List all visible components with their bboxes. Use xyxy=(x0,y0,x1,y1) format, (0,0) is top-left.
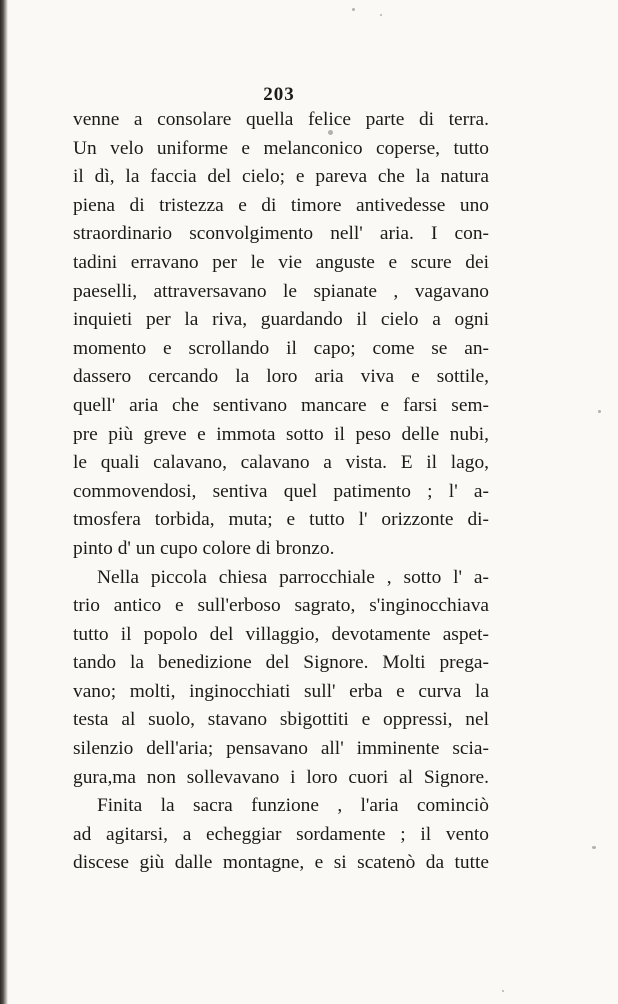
page-binding-edge xyxy=(0,0,8,1004)
paper-speck xyxy=(352,8,355,11)
text-line: dassero cercando la loro aria viva e sottile, xyxy=(73,366,489,388)
paragraph-start-line: Finita la sacra funzione , l'aria cominciò xyxy=(97,795,489,817)
text-line: vano; molti, inginocchiati sull' erba e curva la xyxy=(73,680,489,702)
paper-speck xyxy=(502,990,504,992)
text-line: piena di tristezza e di timore antivedesse uno xyxy=(73,194,489,216)
text-line: silenzio dell'aria; pensavano all' imminente scia- xyxy=(73,738,489,760)
text-line: le quali calavano, calavano a vista. E il lago, xyxy=(73,452,489,474)
text-line: discese giù dalle montagne, e si scatenò da tutte xyxy=(73,852,489,874)
text-line: paeselli, attraversavano le spianate , vagavano xyxy=(73,280,489,302)
text-line: pinto d' un cupo colore di bronzo. xyxy=(73,537,335,559)
text-line: tando la benedizione del Signore. Molti prega- xyxy=(73,652,489,674)
text-line: inquieti per la riva, guardando il cielo a ogni xyxy=(73,309,489,331)
text-line: testa al suolo, stavano sbigottiti e oppressi, nel xyxy=(73,709,489,731)
text-line: gura,ma non sollevavano i loro cuori al Signore. xyxy=(73,766,489,788)
paper-speck xyxy=(598,410,601,413)
text-line: venne a consolare quella felice parte di terra. xyxy=(73,109,489,130)
text-line: Un velo uniforme e melanconico coperse, tutto xyxy=(73,137,489,159)
text-line: commovendosi, sentiva quel patimento ; l' a- xyxy=(73,480,489,502)
text-line: quell' aria che sentivano mancare e farsi sem- xyxy=(73,394,489,416)
text-line: straordinario sconvolgimento nell' aria. I con- xyxy=(73,223,489,245)
text-line: pre più greve e immota sotto il peso delle nubi, xyxy=(73,423,489,445)
paper-speck xyxy=(592,846,596,849)
paper-speck xyxy=(328,130,333,135)
text-line: trio antico e sull'erboso sagrato, s'inginocchiava xyxy=(73,595,489,617)
text-line: momento e scrollando il capo; come se an- xyxy=(73,337,489,359)
text-line: il dì, la faccia del cielo; e pareva che la natura xyxy=(73,166,489,188)
body-text xyxy=(73,106,489,878)
text-line: tutto il popolo del villaggio, devotamente aspet- xyxy=(73,623,489,645)
page-number: 203 xyxy=(263,84,295,105)
text-line: tadini erravano per le vie anguste e scure dei xyxy=(73,251,489,273)
paper-speck xyxy=(380,14,382,16)
text-line: tmosfera torbida, muta; e tutto l' orizzonte di- xyxy=(73,509,489,531)
paragraph-start-line: Nella piccola chiesa parrocchiale , sotto l' a- xyxy=(97,566,489,588)
text-line: ad agitarsi, a echeggiar sordamente ; il vento xyxy=(73,823,489,845)
